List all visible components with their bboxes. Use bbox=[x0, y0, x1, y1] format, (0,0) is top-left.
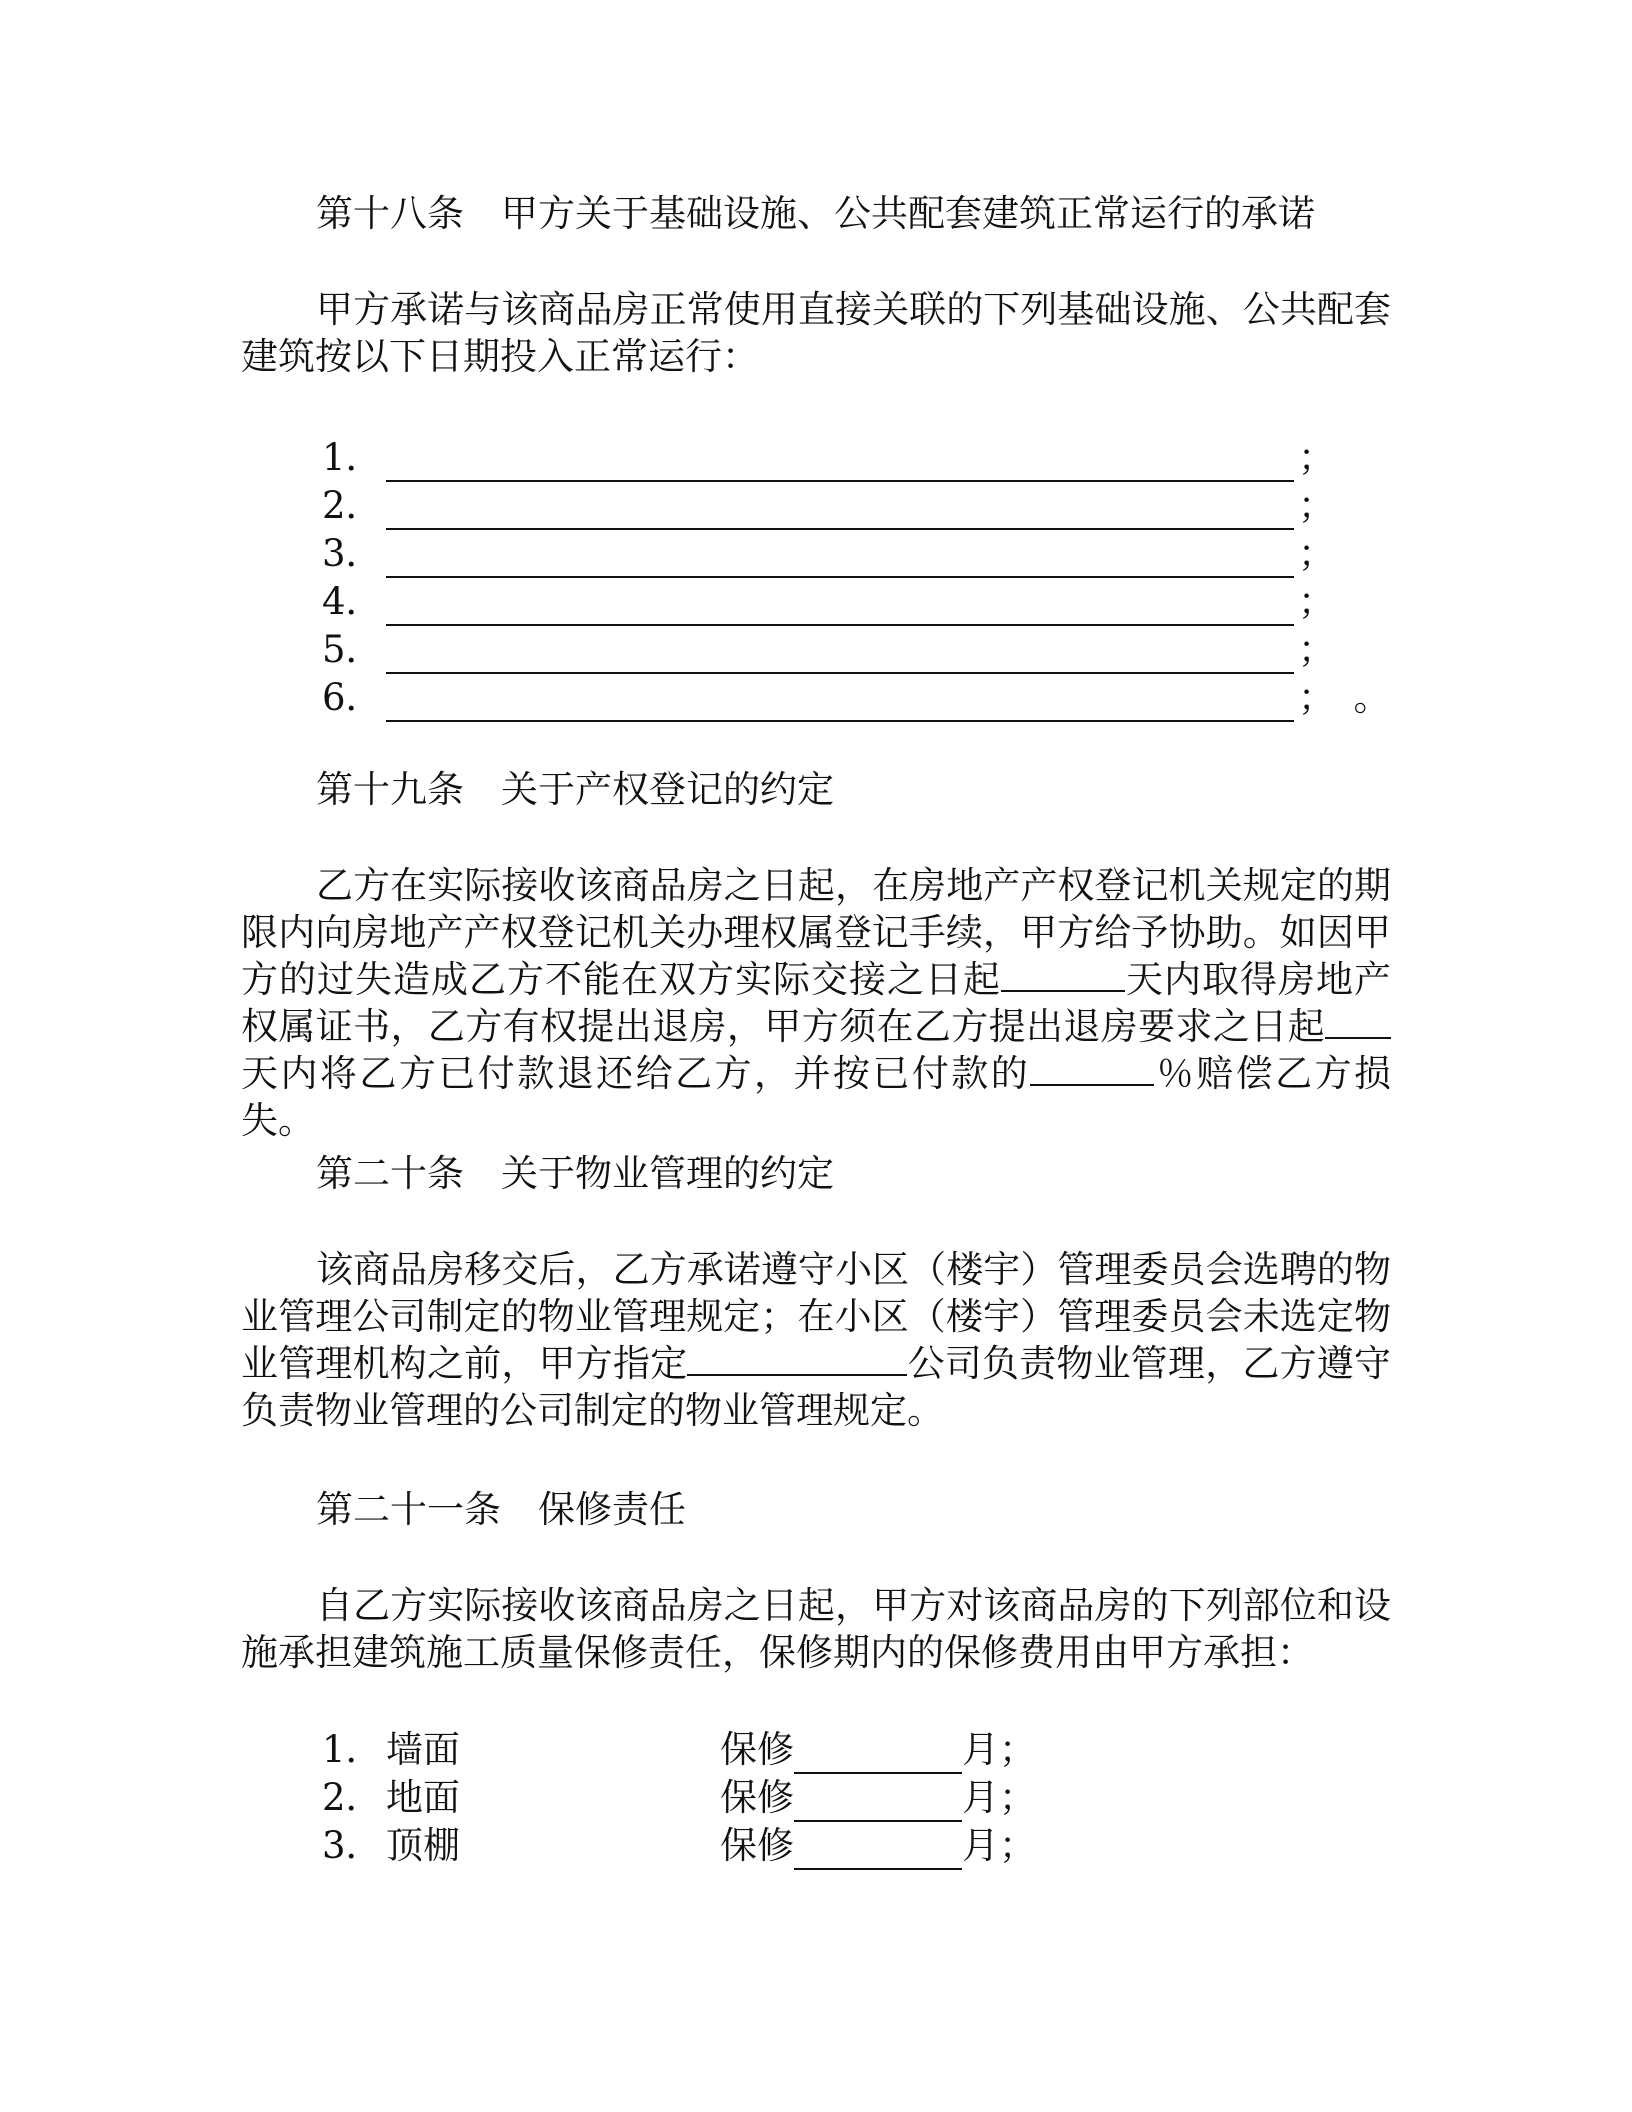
warranty-item-3 bbox=[322, 1822, 1036, 1870]
article-19-text-2: 天内取得房地产权属证书，乙方有权提出退房，甲方须在乙方提出退房要求之日起 bbox=[241, 958, 1391, 1048]
facility-tail: ； bbox=[1298, 484, 1335, 527]
facility-tail: ； bbox=[1298, 580, 1335, 623]
facility-blank bbox=[386, 542, 1294, 578]
warranty-item-1 bbox=[322, 1726, 1036, 1774]
facility-num: 1． bbox=[322, 436, 383, 479]
facility-blank bbox=[386, 638, 1294, 674]
article-19-text-4: ％赔偿乙方损失。 bbox=[241, 1052, 1392, 1142]
warranty-suffix: 月； bbox=[962, 1776, 1036, 1819]
facility-blank bbox=[386, 686, 1294, 722]
warranty-months-blank bbox=[794, 1836, 962, 1870]
article-21-title: 第二十一条 保修责任 bbox=[316, 1488, 686, 1531]
article-21-body: 自乙方实际接收该商品房之日起，甲方对该商品房的下列部位和设施承担建筑施工质量保修责任，保修期内的保修费用由甲方承担： bbox=[241, 1584, 1391, 1674]
facility-line-2 bbox=[322, 482, 1335, 530]
warranty-item-2 bbox=[322, 1774, 1036, 1822]
facility-num: 3． bbox=[322, 532, 383, 575]
facility-line-4 bbox=[322, 578, 1335, 626]
facility-line-5 bbox=[322, 626, 1335, 674]
facility-tail: ； bbox=[1298, 628, 1335, 671]
warranty-suffix: 月； bbox=[962, 1728, 1036, 1771]
article-19-title: 第十九条 关于产权登记的约定 bbox=[316, 768, 834, 811]
days-blank-1 bbox=[1001, 958, 1125, 992]
article-20-text-1: 该商品房移交后，乙方承诺遵守小区（楼宇）管理委员会选聘的物业管理公司制定的物业管理规定；在小区（楼宇）管理委员会未选定物业管理机构之前，甲方指定 bbox=[241, 1248, 1391, 1385]
facility-blank bbox=[386, 590, 1294, 626]
facility-blank bbox=[386, 494, 1294, 530]
article-20-text-2: 公司负责物业管理，乙方遵守负责物业管理的公司制定的物业管理规定。 bbox=[241, 1342, 1392, 1432]
percent-blank bbox=[1030, 1052, 1154, 1086]
article-18-title: 第十八条 甲方关于基础设施、公共配套建筑正常运行的承诺 bbox=[316, 192, 1315, 235]
warranty-part: 地面 bbox=[386, 1776, 460, 1819]
facility-tail: ； bbox=[1298, 436, 1335, 479]
facility-line-1 bbox=[322, 434, 1335, 482]
warranty-num: 3． bbox=[322, 1824, 383, 1867]
facility-tail: ； bbox=[1298, 532, 1335, 575]
warranty-months-blank bbox=[794, 1740, 962, 1774]
article-18-body: 甲方承诺与该商品房正常使用直接关联的下列基础设施、公共配套建筑按以下日期投入正常运行： bbox=[241, 288, 1391, 378]
days-blank-2 bbox=[1325, 1005, 1391, 1039]
article-19-text-1: 乙方在实际接收该商品房之日起，在房地产产权登记机关规定的期限内向房地产产权登记机关办理权属登记手续，甲方给予协助。如因甲方的过失造成乙方不能在双方实际交接之日起 bbox=[241, 864, 1391, 1001]
company-blank bbox=[687, 1342, 907, 1376]
article-20-title: 第二十条 关于物业管理的约定 bbox=[316, 1152, 834, 1195]
facility-num: 4． bbox=[322, 580, 383, 623]
facility-blank bbox=[386, 446, 1294, 482]
facility-num: 5． bbox=[322, 628, 383, 671]
warranty-part: 顶棚 bbox=[386, 1824, 460, 1867]
facility-tail: ； 。 bbox=[1298, 676, 1391, 719]
warranty-num: 1． bbox=[322, 1728, 383, 1771]
warranty-months-blank bbox=[794, 1788, 962, 1822]
article-20-body bbox=[241, 1246, 1391, 1434]
article-19-text-3: 天内将乙方已付款退还给乙方，并按已付款的 bbox=[241, 1052, 1031, 1095]
warranty-part: 墙面 bbox=[386, 1728, 460, 1771]
warranty-prefix: 保修 bbox=[720, 1776, 794, 1819]
facility-num: 2． bbox=[322, 484, 383, 527]
facility-line-6 bbox=[322, 674, 1391, 722]
facility-line-3 bbox=[322, 530, 1335, 578]
facility-num: 6． bbox=[322, 676, 383, 719]
warranty-prefix: 保修 bbox=[720, 1728, 794, 1771]
warranty-suffix: 月； bbox=[962, 1824, 1036, 1867]
warranty-num: 2． bbox=[322, 1776, 383, 1819]
article-19-body bbox=[241, 862, 1391, 1144]
warranty-prefix: 保修 bbox=[720, 1824, 794, 1867]
